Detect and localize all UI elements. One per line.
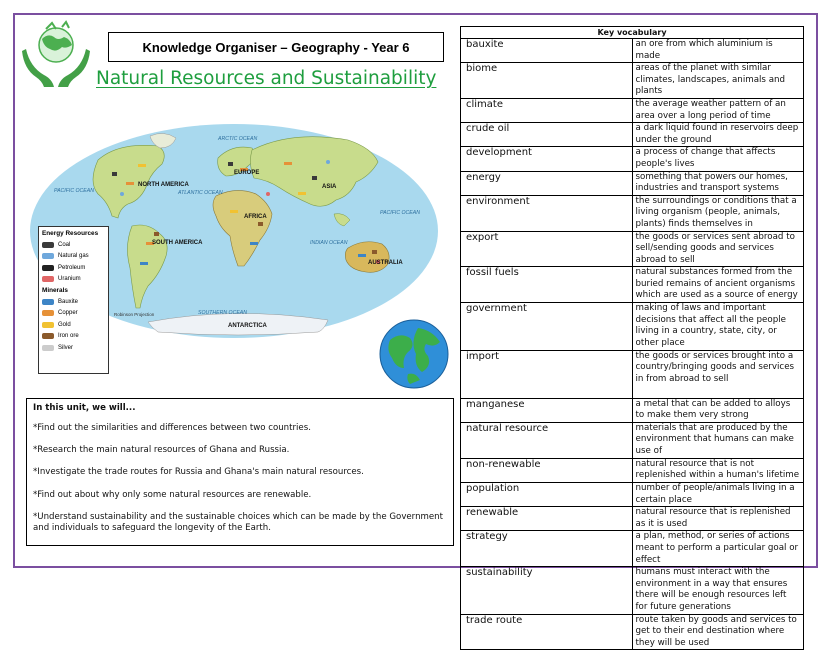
legend-swatch — [42, 322, 54, 328]
vocab-row — [461, 567, 804, 614]
label-antarctica: ANTARCTICA — [228, 323, 267, 329]
vocab-row — [461, 398, 804, 422]
vocab-row — [461, 98, 804, 122]
unit-item: *Research the main natural resources of Ghana and Russia. — [33, 445, 290, 456]
label-southern-ocean: SOUTHERN OCEAN — [198, 310, 247, 316]
label-asia: ASIA — [322, 184, 337, 190]
label-arctic-ocean: ARCTIC OCEAN — [218, 136, 258, 142]
vocab-term: non-renewable — [461, 458, 633, 482]
vocab-definition: number of people/animals living in a certain place — [632, 483, 804, 507]
vocab-term: population — [461, 483, 633, 507]
vocab-definition: the average weather pattern of an area over a long period of time — [632, 98, 804, 122]
label-north-america: NORTH AMERICA — [138, 182, 189, 188]
vocab-definition: a plan, method, or series of actions meant to perform a particular goal or effect — [632, 531, 804, 567]
vocab-definition: natural resource that is not replenished within a human's lifetime — [632, 458, 804, 482]
vocab-definition: making of laws and important decisions that affect all the people living in a country, state, city, or other place — [632, 303, 804, 350]
legend-swatch — [42, 299, 54, 305]
vocab-term: government — [461, 303, 633, 350]
label-atlantic-ocean: ATLANTIC OCEAN — [178, 190, 223, 196]
vocab-term: crude oil — [461, 123, 633, 147]
vocab-term: fossil fuels — [461, 267, 633, 303]
vocab-row — [461, 231, 804, 267]
vocab-definition: materials that are produced by the environment that humans can make use of — [632, 422, 804, 458]
legend-swatch — [42, 333, 54, 339]
legend-item — [42, 262, 105, 274]
vocab-row — [461, 507, 804, 531]
legend-label: Petroleum — [58, 264, 86, 271]
unit-objectives-box — [26, 398, 454, 546]
label-africa: AFRICA — [244, 214, 267, 220]
legend-item — [42, 251, 105, 263]
vocab-definition: humans must interact with the environment in a way that ensures there will be enough resources left for future generations — [632, 567, 804, 614]
unit-item: *Investigate the trade routes for Russia and Ghana's main natural resources. — [33, 467, 364, 478]
legend-swatch — [42, 242, 54, 248]
legend-swatch — [42, 310, 54, 316]
vocab-term: renewable — [461, 507, 633, 531]
vocab-row — [461, 147, 804, 171]
vocab-row — [461, 63, 804, 99]
legend-label: Iron ore — [58, 333, 79, 340]
vocab-term: trade route — [461, 614, 633, 650]
vocab-title: Key vocabulary — [461, 27, 804, 39]
vocab-term: development — [461, 147, 633, 171]
legend-item — [42, 239, 105, 251]
legend-item — [42, 296, 105, 308]
label-indian-ocean: INDIAN OCEAN — [310, 240, 348, 246]
legend-minerals-title: Minerals — [42, 287, 68, 294]
vocab-definition: route taken by goods and services to get to their end destination where they will be used — [632, 614, 804, 650]
globe-icon — [378, 318, 450, 390]
vocab-row — [461, 171, 804, 195]
vocab-row — [461, 267, 804, 303]
legend-swatch — [42, 345, 54, 351]
label-pacific-ocean-left: PACIFIC OCEAN — [54, 188, 94, 194]
vocab-term: biome — [461, 63, 633, 99]
vocab-row — [461, 350, 804, 398]
vocab-definition: the goods or services brought into a country/bringing goods and services in from abroad to sell — [632, 350, 804, 398]
legend-swatch — [42, 253, 54, 259]
legend-item — [42, 274, 105, 286]
vocab-row — [461, 303, 804, 350]
legend-item — [42, 331, 105, 343]
vocab-definition: natural substances formed from the buried remains of ancient organisms which are used as a source of energy — [632, 267, 804, 303]
label-projection: Robinson Projection — [114, 312, 155, 317]
label-pacific-ocean-right: PACIFIC OCEAN — [380, 210, 420, 216]
vocab-definition: something that powers our homes, industries and transport systems — [632, 171, 804, 195]
legend-label: Coal — [58, 241, 71, 248]
vocab-row — [461, 483, 804, 507]
legend-label: Uranium — [58, 276, 81, 283]
legend-item — [42, 319, 105, 331]
label-australia: AUSTRALIA — [368, 260, 403, 266]
vocab-term: climate — [461, 98, 633, 122]
legend-label: Bauxite — [58, 298, 79, 305]
legend-label: Gold — [58, 321, 71, 328]
vocab-definition: the goods or services sent abroad to sell/sending goods and services abroad to sell — [632, 231, 804, 267]
vocab-term: export — [461, 231, 633, 267]
vocab-term: manganese — [461, 398, 633, 422]
legend-energy-title: Energy Resources — [42, 230, 99, 237]
vocab-row — [461, 39, 804, 63]
vocab-term: energy — [461, 171, 633, 195]
vocab-term: import — [461, 350, 633, 398]
legend-swatch — [42, 276, 54, 282]
label-south-america: SOUTH AMERICA — [152, 240, 203, 246]
page-subtitle: Natural Resources and Sustainability — [96, 68, 437, 89]
vocab-definition: areas of the planet with similar climates, landscapes, animals and plants — [632, 63, 804, 99]
vocab-term: bauxite — [461, 39, 633, 63]
vocab-definition: the surroundings or conditions that a living organism (people, animals, plants) finds themselves in — [632, 195, 804, 231]
legend-item — [42, 308, 105, 320]
vocab-row — [461, 531, 804, 567]
legend-label: Copper — [58, 310, 78, 317]
vocab-row — [461, 123, 804, 147]
vocab-term: environment — [461, 195, 633, 231]
unit-item: *Find out the similarities and differences between two countries. — [33, 423, 311, 433]
legend-item — [42, 342, 105, 354]
legend-label: Silver — [58, 344, 74, 351]
vocab-definition: a dark liquid found in reservoirs deep under the ground — [632, 123, 804, 147]
vocab-term: strategy — [461, 531, 633, 567]
unit-item: *Understand sustainability and the sustainable choices which can be made by the Government and individuals to safeguard the longevity of the Earth. — [33, 511, 443, 533]
label-europe: EUROPE — [234, 170, 260, 176]
vocab-definition: a process of change that affects people's lives — [632, 147, 804, 171]
key-vocabulary-table — [460, 26, 804, 650]
unit-title: In this unit, we will... — [33, 403, 136, 413]
vocab-definition: natural resource that is replenished as it is used — [632, 507, 804, 531]
vocab-term: sustainability — [461, 567, 633, 614]
vocab-definition: a metal that can be added to alloys to make them very strong — [632, 398, 804, 422]
legend-label: Natural gas — [58, 253, 89, 260]
vocab-row — [461, 614, 804, 650]
earth-hands-logo — [20, 19, 92, 91]
vocab-row — [461, 195, 804, 231]
legend-swatch — [42, 265, 54, 271]
vocab-row — [461, 458, 804, 482]
map-legend — [38, 226, 109, 374]
page-title: Knowledge Organiser – Geography - Year 6 — [108, 32, 444, 62]
vocab-term: natural resource — [461, 422, 633, 458]
vocab-definition: an ore from which aluminium is made — [632, 39, 804, 63]
vocab-row — [461, 422, 804, 458]
unit-item: *Find out about why only some natural resources are renewable. — [33, 489, 312, 500]
